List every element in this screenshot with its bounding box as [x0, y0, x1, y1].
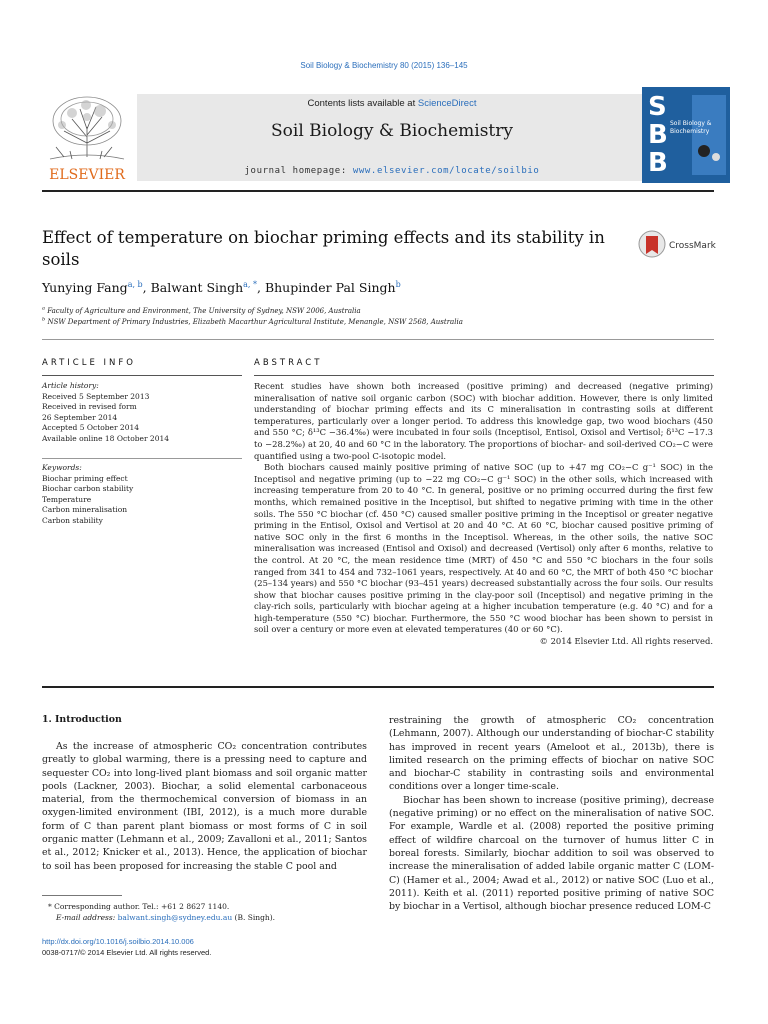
affiliation-a [42, 307, 361, 315]
journal-banner [42, 87, 730, 183]
homepage-prefix: journal homepage: [244, 166, 353, 176]
history-item: Received in revised form [42, 402, 137, 411]
svg-text:CrossMark: CrossMark [669, 241, 716, 251]
author-2[interactable]: Balwant Singh [150, 280, 244, 295]
homepage-line [137, 166, 647, 176]
journal-reference[interactable]: Soil Biology & Biochemistry 80 (2015) 136–145 [300, 61, 468, 70]
journal-name: Soil Biology & Biochemistry [271, 121, 513, 141]
abstract-paragraph-1: Recent studies have shown both increased (positive priming) and decreased (negative priming) mineralisation of native soil organic carbon (SOC) with biochar addition. However, there is only limited understanding of biochar priming effects and its C mineralisation in contrasting soils at different temperatures, particularly over a longer period. To address this knowledge gap, two wood biochars (450 and 550 °C; δ¹³C −36.4‰) were incubated in four soils (Inceptisol, Entisol, Oxisol and Vertisol; δ¹³C −17.3 to −28.2‰) at 20, 40 and 60 °C in the laboratory. The proportions of biochar- and soil-derived CO₂−C were quantified using a two-pool C-isotopic model. [254, 381, 713, 461]
journal-cover[interactable] [642, 87, 730, 183]
keywords-rule [42, 458, 242, 459]
svg-text:S: S [648, 92, 667, 122]
contents-line [137, 98, 647, 109]
corresponding-author: * Corresponding author. Tel.: +61 2 8627 1140. [48, 902, 230, 911]
abstract-paragraph-2: Both biochars caused mainly positive priming of native SOC (up to +47 mg CO₂−C g⁻¹ SOC) in the Inceptisol and negative priming (up to −22 mg CO₂−C g⁻¹ SOC) in the other soils, which increased with increasing temperature from 20 to 40 °C. In general, positive or no priming occurred during the first few months, which remained positive in the Inceptisol, but shifted to negative priming with time in the other soils. The 550 °C biochar (cf. 450 °C) caused smaller positive priming in the Inceptisol or greater negative priming in the Entisol, Oxisol and Vertisol at 20 and 40 °C. At 60 °C, biochar caused positive priming of native SOC only in the first 6 months in the Inceptisol. Whereas, in the other soils, the native SOC mineralisation was increased (Entisol and Oxisol) and decreased (Vertisol) only after 6 months, relative to the control. At 20 °C, the mean residence time (MRT) of 450 °C and 550 °C biochars in the four soils ranged from 341 to 454 and 732–1061 years, respectively. At 40 and 60 °C, the MRT of both 450 °C biochar (25–134 years) and 550 °C biochar (93–451 years) decreased substantially across the four soils. Our results show that biochar causes positive priming in the clay-poor soil (Inceptisol) and negative priming in the clay-rich soils, particularly with biochar ageing at a higher incubation temperature (e.g. 40 °C) and for a high-temperature (550 °C) biochar. Furthermore, the 550 °C wood biochar has been shown to persist in soil over a century or more even at elevated temperatures (40 or 60 °C). [254, 462, 713, 635]
author-3[interactable]: Bhupinder Pal Singh [264, 280, 396, 295]
author-separator: , [256, 280, 265, 295]
issn-line: 0038-0717/© 2014 Elsevier Ltd. All rights reserved. [42, 947, 212, 957]
elsevier-tree-icon [42, 87, 132, 183]
intro-paragraph-3: Biochar has been shown to increase (positive priming), decrease (negative priming) or no effect on the mineralisation of native SOC. For example, Wardle et al. (2008) reported the positive priming effect of wildfire charcoal on the turnover of humus litter C in boreal forests. Similarly, biochar addition to soil was observed to increase the mineralisation of added labile organic matter C (LOM-C) (Hamer et al., 2004; Awad et al., 2012) or native SOC (Luo et al., 2011). Keith et al. (2011) reported positive priming of native SOC by biochar in a Vertisol, although biochar presence reduced LOM-C [389, 794, 714, 913]
abstract-heading: ABSTRACT [254, 358, 323, 368]
author-1-affil[interactable]: a, b [127, 279, 143, 289]
svg-text:B: B [648, 148, 668, 178]
author-2-affil[interactable]: a, * [243, 279, 257, 289]
crossmark-badge[interactable] [638, 228, 718, 260]
affiliation-text: NSW Department of Primary Industries, Elizabeth Macarthur Agricultural Institute, Menangle, NSW 2568, Australia [47, 318, 463, 326]
email-label: E-mail address: [56, 912, 118, 922]
svg-text:Soil Biology &: Soil Biology & [670, 120, 712, 127]
history-item: Available online 18 October 2014 [42, 433, 170, 443]
svg-text:Biochemistry: Biochemistry [670, 128, 710, 135]
history-item: 26 September 2014 [42, 412, 118, 422]
abstract-copyright: © 2014 Elsevier Ltd. All rights reserved. [539, 636, 713, 647]
email-link[interactable]: balwant.singh@sydney.edu.au [117, 912, 233, 922]
intro-paragraph-1: As the increase of atmospheric CO₂ concentration contributes greatly to global warming, there is a pressing need to capture and sequester CO₂ into long-lived plant biomass and soil organic matter pools (Lackner, 2003). Biochar, a solid elemental carbonaceous material, from the thermochemical conversion of biomass in an oxygen-limited environment (IBI, 2012), is a much more durable form of C than parent plant biomass or most forms of C in soil organic matter (Lehmann et al., 2009; Zavalloni et al., 2011; Santos et al., 2012; Knicker et al., 2013). Hence, the application of biochar to soil has been proposed for increasing the stable C pool and [42, 741, 367, 872]
affiliation-mark: b [42, 316, 46, 323]
doi-block [42, 937, 211, 958]
crossmark-icon [638, 228, 718, 260]
keyword-item: Temperature [42, 494, 92, 504]
affiliation-b [42, 318, 463, 326]
intro-paragraph-2: restraining the growth of atmospheric CO₂ concentration (Lehmann, 2007). Although our understanding of biochar-C stability has improved in recent years (Ameloot et al., 2013b), there is limited research on the priming effects of biochar on native SOC and biochar-C stability in contrasting soils and environmental conditions over a longer time-scale. [389, 715, 714, 793]
keywords-label: Keywords: [42, 463, 82, 472]
contents-prefix: Contents lists available at [307, 98, 418, 109]
keyword-item: Biochar carbon stability [42, 484, 134, 493]
abstract-rule [254, 375, 714, 376]
email-line [42, 913, 367, 924]
homepage-link[interactable]: www.elsevier.com/locate/soilbio [352, 166, 540, 176]
author-3-affil[interactable]: b [395, 279, 401, 289]
svg-text:B: B [648, 120, 668, 150]
banner-center [137, 94, 647, 181]
history-item: Accepted 5 October 2014 [42, 423, 140, 432]
history-item: Received 5 September 2013 [42, 391, 150, 401]
history-label: Article history: [42, 381, 99, 390]
intro-right-column [389, 714, 714, 913]
section-heading-introduction: 1. Introduction [42, 714, 122, 725]
email-suffix: (B. Singh). [232, 912, 276, 922]
svg-text:ELSEVIER: ELSEVIER [49, 167, 125, 183]
author-list [42, 280, 401, 295]
footnote-rule [42, 895, 122, 896]
article-title: Effect of temperature on biochar priming effects and its stability in soils [42, 228, 605, 269]
affiliation-text: Faculty of Agriculture and Environment, The University of Sydney, NSW 2006, Australia [47, 307, 361, 315]
author-1[interactable]: Yunying Fang [42, 280, 128, 295]
affiliation-divider [42, 339, 714, 340]
article-history [42, 381, 242, 444]
footnote [42, 902, 367, 923]
intro-left-column [42, 740, 367, 873]
author-separator: , [142, 280, 151, 295]
sciencedirect-link[interactable]: ScienceDirect [417, 98, 477, 109]
keywords [42, 463, 242, 526]
keyword-item: Carbon stability [42, 515, 103, 525]
doi-link[interactable]: http://dx.doi.org/10.1016/j.soilbio.2014.10.006 [42, 937, 194, 946]
article-info-heading: ARTICLE INFO [42, 358, 136, 368]
keyword-item: Carbon mineralisation [42, 505, 128, 514]
keyword-item: Biochar priming effect [42, 473, 128, 483]
journal-cover-image [642, 87, 730, 183]
header-rule [42, 190, 714, 192]
abstract-end-rule [42, 686, 714, 688]
elsevier-logo[interactable] [42, 87, 132, 183]
affiliation-mark: a [42, 305, 45, 312]
article-info-rule [42, 375, 242, 376]
abstract-body [254, 381, 713, 648]
